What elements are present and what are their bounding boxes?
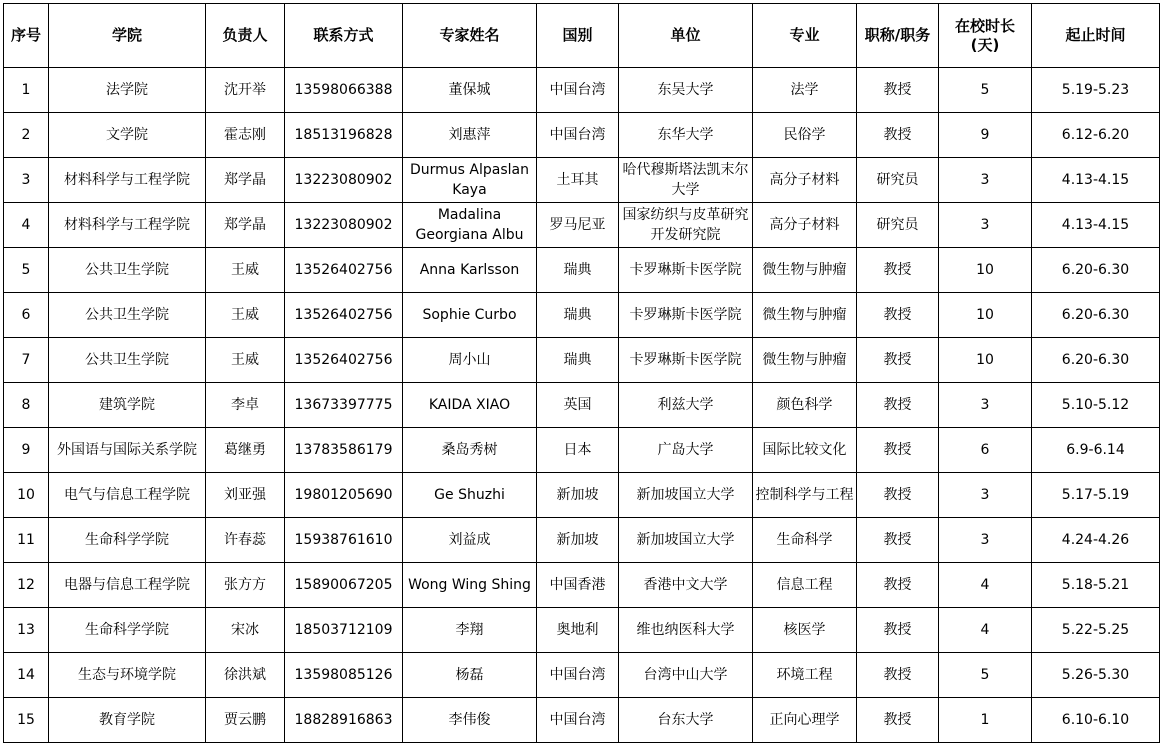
contact-cell[interactable]: 13783586179 [285, 428, 403, 473]
header-cell[interactable]: 起止时间 [1032, 4, 1160, 68]
title-cell[interactable]: 教授 [857, 338, 939, 383]
period-cell[interactable]: 4.13-4.15 [1032, 203, 1160, 248]
college-cell[interactable]: 生命科学学院 [49, 608, 206, 653]
person-in-charge-cell[interactable]: 宋冰 [206, 608, 285, 653]
table-row [4, 293, 1160, 338]
expert-name-cell[interactable]: Wong Wing Shing [403, 563, 537, 608]
header-cell[interactable]: 职称/职务 [857, 4, 939, 68]
college-cell[interactable]: 生态与环境学院 [49, 653, 206, 698]
period-cell[interactable]: 6.20-6.30 [1032, 293, 1160, 338]
person-in-charge-cell[interactable]: 王威 [206, 293, 285, 338]
contact-cell[interactable]: 18503712109 [285, 608, 403, 653]
major-cell[interactable]: 正向心理学 [753, 698, 857, 743]
institution-cell[interactable]: 台东大学 [619, 698, 753, 743]
table-row [4, 563, 1160, 608]
contact-cell[interactable]: 13223080902 [285, 203, 403, 248]
index-cell[interactable]: 8 [4, 383, 49, 428]
table-row [4, 68, 1160, 113]
header-cell[interactable]: 负责人 [206, 4, 285, 68]
contact-cell[interactable]: 13526402756 [285, 248, 403, 293]
period-cell[interactable]: 5.17-5.19 [1032, 473, 1160, 518]
country-cell[interactable]: 中国台湾 [537, 113, 619, 158]
index-cell[interactable]: 11 [4, 518, 49, 563]
college-cell[interactable]: 材料科学与工程学院 [49, 203, 206, 248]
title-cell[interactable]: 教授 [857, 68, 939, 113]
index-cell[interactable]: 12 [4, 563, 49, 608]
index-cell[interactable]: 4 [4, 203, 49, 248]
header-cell[interactable]: 学院 [49, 4, 206, 68]
title-cell[interactable]: 教授 [857, 383, 939, 428]
expert-name-cell[interactable]: Sophie Curbo [403, 293, 537, 338]
expert-name-cell[interactable]: Ge Shuzhi [403, 473, 537, 518]
contact-cell[interactable]: 13526402756 [285, 293, 403, 338]
duration-cell[interactable]: 10 [939, 248, 1032, 293]
major-cell[interactable]: 颜色科学 [753, 383, 857, 428]
college-cell[interactable]: 公共卫生学院 [49, 248, 206, 293]
title-cell[interactable]: 教授 [857, 653, 939, 698]
duration-cell[interactable]: 3 [939, 383, 1032, 428]
header-cell[interactable]: 在校时长(天) [939, 4, 1032, 68]
institution-cell[interactable]: 卡罗琳斯卡医学院 [619, 338, 753, 383]
person-in-charge-cell[interactable]: 霍志刚 [206, 113, 285, 158]
title-cell[interactable]: 教授 [857, 518, 939, 563]
table-row [4, 473, 1160, 518]
header-row [4, 4, 1160, 68]
person-in-charge-cell[interactable]: 葛继勇 [206, 428, 285, 473]
period-cell[interactable]: 5.22-5.25 [1032, 608, 1160, 653]
index-cell[interactable]: 15 [4, 698, 49, 743]
table-row [4, 158, 1160, 203]
title-cell[interactable]: 教授 [857, 563, 939, 608]
table-row [4, 653, 1160, 698]
title-cell[interactable]: 教授 [857, 248, 939, 293]
table-row [4, 518, 1160, 563]
title-cell[interactable]: 教授 [857, 473, 939, 518]
index-cell[interactable]: 6 [4, 293, 49, 338]
table-row [4, 698, 1160, 743]
college-cell[interactable]: 法学院 [49, 68, 206, 113]
major-cell[interactable]: 生命科学 [753, 518, 857, 563]
duration-cell[interactable]: 3 [939, 158, 1032, 203]
contact-cell[interactable]: 18513196828 [285, 113, 403, 158]
college-cell[interactable]: 文学院 [49, 113, 206, 158]
index-cell[interactable]: 14 [4, 653, 49, 698]
expert-name-cell[interactable]: 董保城 [403, 68, 537, 113]
period-cell[interactable]: 4.13-4.15 [1032, 158, 1160, 203]
spreadsheet [3, 3, 1160, 743]
expert-name-cell[interactable]: 桑岛秀树 [403, 428, 537, 473]
college-cell[interactable]: 公共卫生学院 [49, 293, 206, 338]
contact-cell[interactable]: 19801205690 [285, 473, 403, 518]
major-cell[interactable]: 微生物与肿瘤 [753, 293, 857, 338]
expert-name-cell[interactable]: 刘惠萍 [403, 113, 537, 158]
table-row [4, 203, 1160, 248]
contact-cell[interactable]: 15890067205 [285, 563, 403, 608]
expert-table [3, 3, 1160, 743]
duration-cell[interactable]: 4 [939, 563, 1032, 608]
person-in-charge-cell[interactable]: 沈开举 [206, 68, 285, 113]
duration-cell[interactable]: 10 [939, 293, 1032, 338]
country-cell[interactable]: 瑞典 [537, 338, 619, 383]
person-in-charge-cell[interactable]: 李卓 [206, 383, 285, 428]
country-cell[interactable]: 新加坡 [537, 518, 619, 563]
index-cell[interactable]: 7 [4, 338, 49, 383]
title-cell[interactable]: 教授 [857, 428, 939, 473]
institution-cell[interactable]: 台湾中山大学 [619, 653, 753, 698]
index-cell[interactable]: 2 [4, 113, 49, 158]
duration-cell[interactable]: 9 [939, 113, 1032, 158]
title-cell[interactable]: 教授 [857, 293, 939, 338]
table-row [4, 383, 1160, 428]
college-cell[interactable]: 公共卫生学院 [49, 338, 206, 383]
person-in-charge-cell[interactable]: 郑学晶 [206, 158, 285, 203]
institution-cell[interactable]: 卡罗琳斯卡医学院 [619, 293, 753, 338]
country-cell[interactable]: 瑞典 [537, 248, 619, 293]
contact-cell[interactable]: 15938761610 [285, 518, 403, 563]
table-row [4, 428, 1160, 473]
contact-cell[interactable]: 13673397775 [285, 383, 403, 428]
duration-cell[interactable]: 1 [939, 698, 1032, 743]
expert-name-cell[interactable]: 李翔 [403, 608, 537, 653]
institution-cell[interactable]: 新加坡国立大学 [619, 518, 753, 563]
index-cell[interactable]: 1 [4, 68, 49, 113]
period-cell[interactable]: 5.10-5.12 [1032, 383, 1160, 428]
index-cell[interactable]: 9 [4, 428, 49, 473]
major-cell[interactable]: 民俗学 [753, 113, 857, 158]
index-cell[interactable]: 13 [4, 608, 49, 653]
country-cell[interactable]: 土耳其 [537, 158, 619, 203]
college-cell[interactable]: 建筑学院 [49, 383, 206, 428]
period-cell[interactable]: 5.26-5.30 [1032, 653, 1160, 698]
country-cell[interactable]: 瑞典 [537, 293, 619, 338]
institution-cell[interactable]: 卡罗琳斯卡医学院 [619, 248, 753, 293]
title-cell[interactable]: 教授 [857, 608, 939, 653]
country-cell[interactable]: 英国 [537, 383, 619, 428]
table-body [4, 68, 1160, 743]
institution-cell[interactable]: 国家纺织与皮革研究开发研究院 [619, 203, 753, 248]
institution-cell[interactable]: 维也纳医科大学 [619, 608, 753, 653]
contact-cell[interactable]: 13598066388 [285, 68, 403, 113]
period-cell[interactable]: 6.20-6.30 [1032, 248, 1160, 293]
expert-name-cell[interactable]: Durmus Alpaslan Kaya [403, 158, 537, 203]
duration-cell[interactable]: 5 [939, 68, 1032, 113]
person-in-charge-cell[interactable]: 王威 [206, 248, 285, 293]
college-cell[interactable]: 教育学院 [49, 698, 206, 743]
header-cell[interactable]: 联系方式 [285, 4, 403, 68]
country-cell[interactable]: 中国台湾 [537, 698, 619, 743]
expert-name-cell[interactable]: 李伟俊 [403, 698, 537, 743]
contact-cell[interactable]: 13223080902 [285, 158, 403, 203]
institution-cell[interactable]: 香港中文大学 [619, 563, 753, 608]
country-cell[interactable]: 奥地利 [537, 608, 619, 653]
major-cell[interactable]: 控制科学与工程 [753, 473, 857, 518]
country-cell[interactable]: 中国台湾 [537, 68, 619, 113]
institution-cell[interactable]: 东华大学 [619, 113, 753, 158]
header-cell[interactable]: 国别 [537, 4, 619, 68]
title-cell[interactable]: 教授 [857, 698, 939, 743]
header-cell[interactable]: 单位 [619, 4, 753, 68]
header-cell[interactable]: 序号 [4, 4, 49, 68]
person-in-charge-cell[interactable]: 张方方 [206, 563, 285, 608]
person-in-charge-cell[interactable]: 郑学晶 [206, 203, 285, 248]
college-cell[interactable]: 材料科学与工程学院 [49, 158, 206, 203]
period-cell[interactable]: 5.18-5.21 [1032, 563, 1160, 608]
duration-cell[interactable]: 6 [939, 428, 1032, 473]
table-row [4, 113, 1160, 158]
major-cell[interactable]: 微生物与肿瘤 [753, 248, 857, 293]
college-cell[interactable]: 电器与信息工程学院 [49, 563, 206, 608]
table-row [4, 608, 1160, 653]
period-cell[interactable]: 4.24-4.26 [1032, 518, 1160, 563]
person-in-charge-cell[interactable]: 王威 [206, 338, 285, 383]
expert-name-cell[interactable]: 杨磊 [403, 653, 537, 698]
institution-cell[interactable]: 哈代穆斯塔法凯末尔大学 [619, 158, 753, 203]
person-in-charge-cell[interactable]: 刘亚强 [206, 473, 285, 518]
institution-cell[interactable]: 广岛大学 [619, 428, 753, 473]
expert-name-cell[interactable]: Madalina Georgiana Albu [403, 203, 537, 248]
college-cell[interactable]: 生命科学学院 [49, 518, 206, 563]
title-cell[interactable]: 研究员 [857, 203, 939, 248]
person-in-charge-cell[interactable]: 贾云鹏 [206, 698, 285, 743]
period-cell[interactable]: 6.9-6.14 [1032, 428, 1160, 473]
expert-name-cell[interactable]: 周小山 [403, 338, 537, 383]
contact-cell[interactable]: 18828916863 [285, 698, 403, 743]
duration-cell[interactable]: 3 [939, 203, 1032, 248]
country-cell[interactable]: 罗马尼亚 [537, 203, 619, 248]
country-cell[interactable]: 日本 [537, 428, 619, 473]
title-cell[interactable]: 研究员 [857, 158, 939, 203]
country-cell[interactable]: 中国台湾 [537, 653, 619, 698]
period-cell[interactable]: 6.20-6.30 [1032, 338, 1160, 383]
duration-cell[interactable]: 10 [939, 338, 1032, 383]
major-cell[interactable]: 微生物与肿瘤 [753, 338, 857, 383]
header-cell[interactable]: 专家姓名 [403, 4, 537, 68]
index-cell[interactable]: 10 [4, 473, 49, 518]
contact-cell[interactable]: 13526402756 [285, 338, 403, 383]
expert-name-cell[interactable]: Anna Karlsson [403, 248, 537, 293]
institution-cell[interactable]: 利兹大学 [619, 383, 753, 428]
major-cell[interactable]: 核医学 [753, 608, 857, 653]
title-cell[interactable]: 教授 [857, 113, 939, 158]
header-cell[interactable]: 专业 [753, 4, 857, 68]
person-in-charge-cell[interactable]: 徐洪斌 [206, 653, 285, 698]
institution-cell[interactable]: 东吴大学 [619, 68, 753, 113]
major-cell[interactable]: 高分子材料 [753, 203, 857, 248]
duration-cell[interactable]: 4 [939, 608, 1032, 653]
period-cell[interactable]: 5.19-5.23 [1032, 68, 1160, 113]
major-cell[interactable]: 国际比较文化 [753, 428, 857, 473]
country-cell[interactable]: 新加坡 [537, 473, 619, 518]
college-cell[interactable]: 外国语与国际关系学院 [49, 428, 206, 473]
major-cell[interactable]: 高分子材料 [753, 158, 857, 203]
duration-cell[interactable]: 3 [939, 518, 1032, 563]
expert-name-cell[interactable]: 刘益成 [403, 518, 537, 563]
major-cell[interactable]: 信息工程 [753, 563, 857, 608]
table-row [4, 338, 1160, 383]
duration-cell[interactable]: 3 [939, 473, 1032, 518]
person-in-charge-cell[interactable]: 许春蕊 [206, 518, 285, 563]
institution-cell[interactable]: 新加坡国立大学 [619, 473, 753, 518]
contact-cell[interactable]: 13598085126 [285, 653, 403, 698]
major-cell[interactable]: 环境工程 [753, 653, 857, 698]
duration-cell[interactable]: 5 [939, 653, 1032, 698]
period-cell[interactable]: 6.10-6.10 [1032, 698, 1160, 743]
country-cell[interactable]: 中国香港 [537, 563, 619, 608]
index-cell[interactable]: 3 [4, 158, 49, 203]
index-cell[interactable]: 5 [4, 248, 49, 293]
major-cell[interactable]: 法学 [753, 68, 857, 113]
college-cell[interactable]: 电气与信息工程学院 [49, 473, 206, 518]
expert-name-cell[interactable]: KAIDA XIAO [403, 383, 537, 428]
period-cell[interactable]: 6.12-6.20 [1032, 113, 1160, 158]
table-row [4, 248, 1160, 293]
